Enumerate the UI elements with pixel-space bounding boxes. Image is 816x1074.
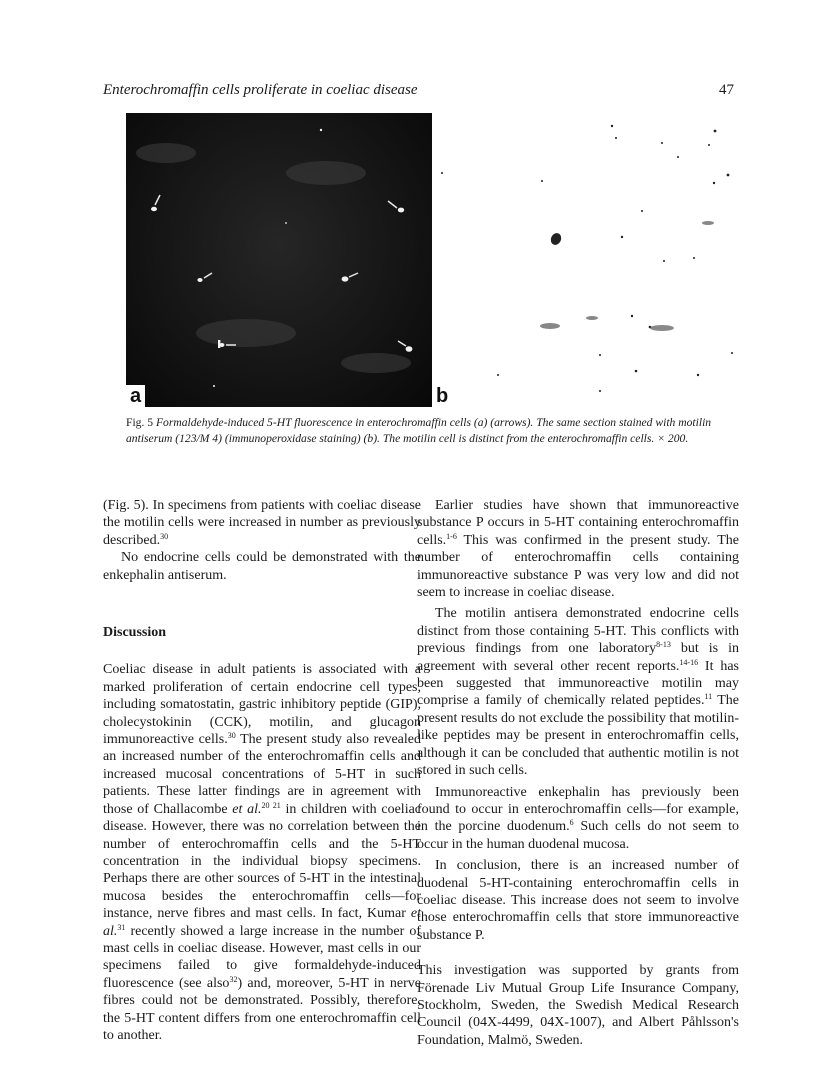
citation: 14-16 — [679, 657, 699, 667]
paragraph-text: Such cells do not seem to occur in the human duodenal mucosa. — [417, 819, 740, 852]
caption-label: Fig. 5 — [126, 416, 154, 429]
immunoperoxidase-micrograph-panel — [432, 113, 740, 407]
citation: 30 — [160, 531, 169, 541]
paragraph — [103, 497, 421, 549]
paragraph-text: It has been suggested that immunoreactive motilin may comprise a family of chemically related peptides. — [417, 658, 739, 709]
paragraph-text: (Fig. 5). In specimens from patients with coeliac disease the motilin cells were increased in number as previously described. — [103, 498, 421, 548]
paragraph: No endocrine cells could be demonstrated with the enkephalin antiserum. — [103, 550, 421, 583]
citation: 8-13 — [656, 640, 671, 650]
fluorescence-micrograph-panel — [126, 113, 432, 407]
citation: 11 — [704, 692, 713, 702]
section-heading: Discussion — [103, 625, 167, 641]
paragraph: In conclusion, there is an increased number of duodenal 5-HT-containing enterochromaffin cells in coeliac disease. This increase does not seem to involve those enterochromaffin cells that store immunoreactive substance P. — [417, 858, 739, 943]
paragraph — [417, 605, 739, 779]
citation: 6 — [569, 818, 574, 828]
figure-caption — [126, 415, 736, 447]
paragraph-text: but is in agreement with several other recent reports. — [417, 641, 740, 674]
paragraph-text: The present study also revealed an increased number of the enterochromaffin cells and increased mucosal concentrations of 5-HT in such patients. These latter findings are in agreement with those of Challacombe — [103, 732, 421, 817]
page-number: 47 — [719, 82, 734, 98]
motilin-stain-image — [432, 113, 740, 407]
acknowledgements: This investigation was supported by grants from Förenade Liv Mutual Group Life Insurance Company, Stockholm, Sweden, the Swedish Medical Research Council (04X-4499, 04X-1007), and Albert Påhlsson's Foundation, Malmö, Sweden. — [417, 963, 739, 1048]
figure-5 — [126, 113, 740, 407]
fluorescence-cells-image — [126, 113, 432, 407]
paragraph-text: Immunoreactive enkephalin has previously been found to occur in enterochromaffin cells—for example, in the porcine duodenum. — [417, 784, 739, 835]
paragraph-text: Coeliac disease in adult patients is associated with a marked proliferation of certain endocrine cell types, including somatostatin, gastric inhibitory peptide (GIP), cholecystokinin (CCK), motilin, and glucagon immunoreactive cells. — [103, 662, 421, 748]
paragraph-text: This was confirmed in the present study. The number of enterochromaffin cells containing immunoreactive substance P was very low and did not seem to increase in coeliac disease. — [417, 532, 739, 601]
running-head: Enterochromaffin cells proliferate in coeliac disease — [103, 82, 418, 98]
left-column — [103, 497, 421, 1044]
panel-a-label: a — [126, 385, 145, 407]
citation: 32 — [229, 974, 238, 984]
citation: 20 21 — [261, 800, 281, 810]
citation: 31 — [117, 922, 126, 932]
citation: 30 — [227, 731, 236, 741]
panel-b-label: b — [436, 385, 449, 407]
et-al: et al. — [232, 801, 262, 817]
paragraph-text: recently showed a large increase in the number of mast cells in coeliac disease. However, mast cells in our specimens failed to give formaldehyde-induced fluorescence (see also — [103, 923, 421, 991]
citation: 1-6 — [446, 531, 457, 541]
paragraph-text: ) and, moreover, 5-HT in nerve fibres could not be demonstrated. Possibly, therefore, the 5-HT content differs from one enterochromaffin cell to another. — [103, 975, 421, 1043]
caption-text: Formaldehyde-induced 5-HT fluorescence in enterochromaffin cells (a) (arrows). The same section stained with motilin antiserum (123/M 4) (immunoperoxidase staining) (b). The motilin cell is distinct from the enterochromaffin cells. × 200. — [126, 416, 712, 445]
paragraph — [103, 661, 421, 1044]
paragraph-text: in children with coeliac disease. However, there was no correlation between the number of enterochromaffin cells and the 5-HT concentration in the individual biopsy specimens. Perhaps there are other sources of 5-HT in the intestinal mucosa besides the enterochromaffin cells—for instance, nerve fibres and mast cells. In fact, Kumar — [103, 801, 422, 922]
paragraph-text: The motilin antisera demonstrated endocrine cells distinct from those containing 5-HT. This conflicts with previous findings from one laboratory — [417, 606, 739, 657]
et-al: et al. — [103, 906, 421, 939]
paragraph-text: The present results do not exclude the possibility that motilin-like peptides may be present in enterochromaffin cells, although it can be concluded that authentic motilin is not stored in such cells. — [417, 693, 740, 779]
paragraph-text: Earlier studies have shown that immunoreactive substance P occurs in 5-HT containing enterochromaffin cells. — [417, 498, 739, 548]
paragraph — [417, 497, 739, 601]
right-column — [417, 497, 739, 1049]
paragraph — [417, 784, 739, 854]
